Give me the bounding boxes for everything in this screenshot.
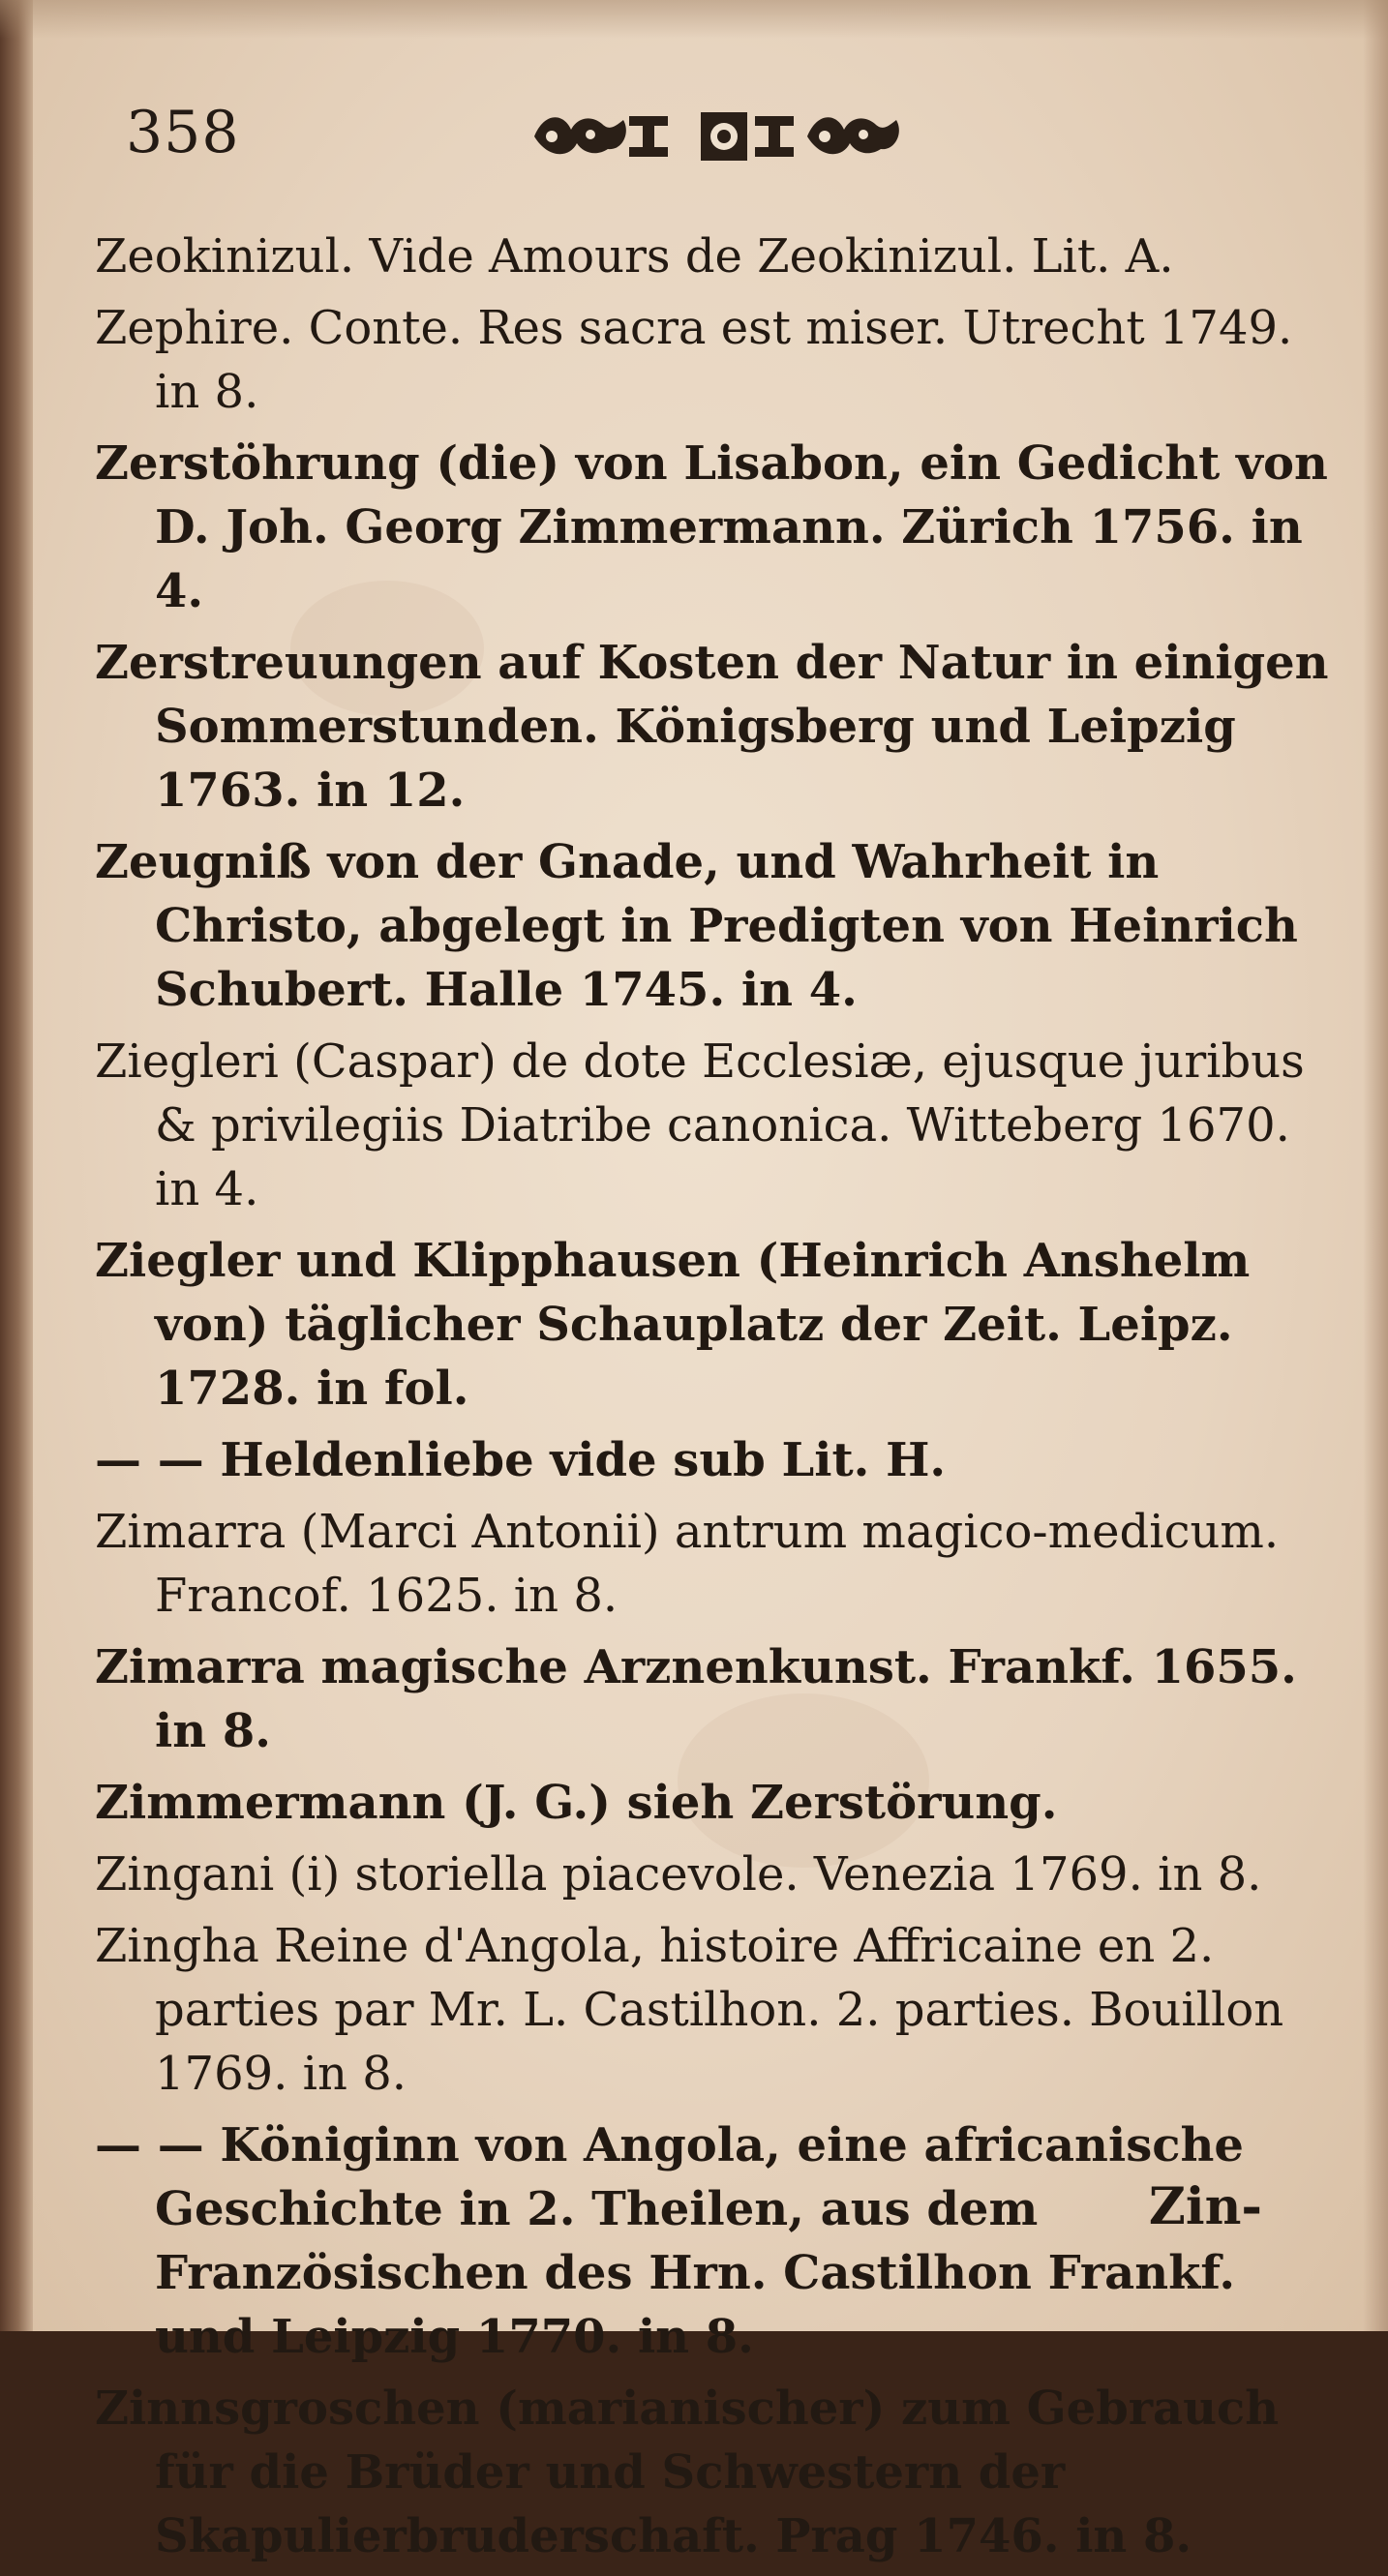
catalog-entry: Zephire. Conte. Res sacra est miser. Utrecht 1749. in 8. — [95, 301, 1293, 419]
book-spine-edge — [0, 0, 33, 2331]
catalog-entry: Ziegleri (Caspar) de dote Ecclesiæ, ejusque juribus & privilegiis Diatribe canonica. Witteberg 1670. in 4. — [95, 1034, 1305, 1216]
catalog-entry: Zimarra magische Arznenkunst. Frankf. 1655. in 8. — [95, 1640, 1297, 1758]
page-number: 358 — [126, 99, 240, 166]
catalog-entry: Zeokinizul. Vide Amours de Zeokinizul. Lit. A. — [95, 229, 1174, 284]
catalog-entry: — — Königinn von Angola, eine africanische Geschichte in 2. Theilen, aus dem Französischen des Hrn. Castilhon Frankf. und Leipzig 1770. in 8. — [95, 2118, 1244, 2364]
catalog-entry: Zeugniß von der Gnade, und Wahrheit in Christo, abgelegt in Predigten von Heinrich Schubert. Halle 1745. in 4. — [95, 835, 1298, 1017]
catalog-entry: Zimarra (Marci Antonii) antrum magico-medicum. Francof. 1625. in 8. — [95, 1505, 1280, 1623]
page-header — [126, 89, 958, 186]
catalog-entry: Zimmermann (J. G.) sieh Zerstörung. — [95, 1776, 1058, 1830]
catchword: Zin- — [1148, 2177, 1262, 2236]
catalog-entry: Zingha Reine d'Angola, histoire Affricaine en 2. parties par Mr. L. Castilhon. 2. parties. Bouillon 1769. in 8. — [95, 1919, 1284, 2101]
page-edge-shadow — [1363, 0, 1388, 2331]
catalog-entry: Ziegler und Klipphausen (Heinrich Anshelm von) täglicher Schauplatz der Zeit. Leipz. 1728. in fol. — [95, 1234, 1251, 1416]
catalog-entry: Zerstöhrung (die) von Lisabon, ein Gedicht von D. Joh. Georg Zimmermann. Zürich 1756. in 4. — [95, 436, 1328, 618]
catalog-entry: Zerstreuungen auf Kosten der Natur in einigen Sommerstunden. Königsberg und Leipzig 1763. in 12. — [95, 636, 1329, 818]
catalog-entry: Zinnsgroschen (marianischer) zum Gebrauch für die Brüder und Schwestern der Skapulierbruderschaft. Prag 1746. in 8. — [95, 2381, 1280, 2563]
catalog-entry: Zingani (i) storiella piacevole. Venezia 1769. in 8. — [95, 1847, 1262, 1902]
page-top-shadow — [0, 0, 1388, 39]
ornament-divider-icon — [532, 103, 1036, 170]
catalog-entry: — — Heldenliebe vide sub Lit. H. — [95, 1433, 947, 1487]
